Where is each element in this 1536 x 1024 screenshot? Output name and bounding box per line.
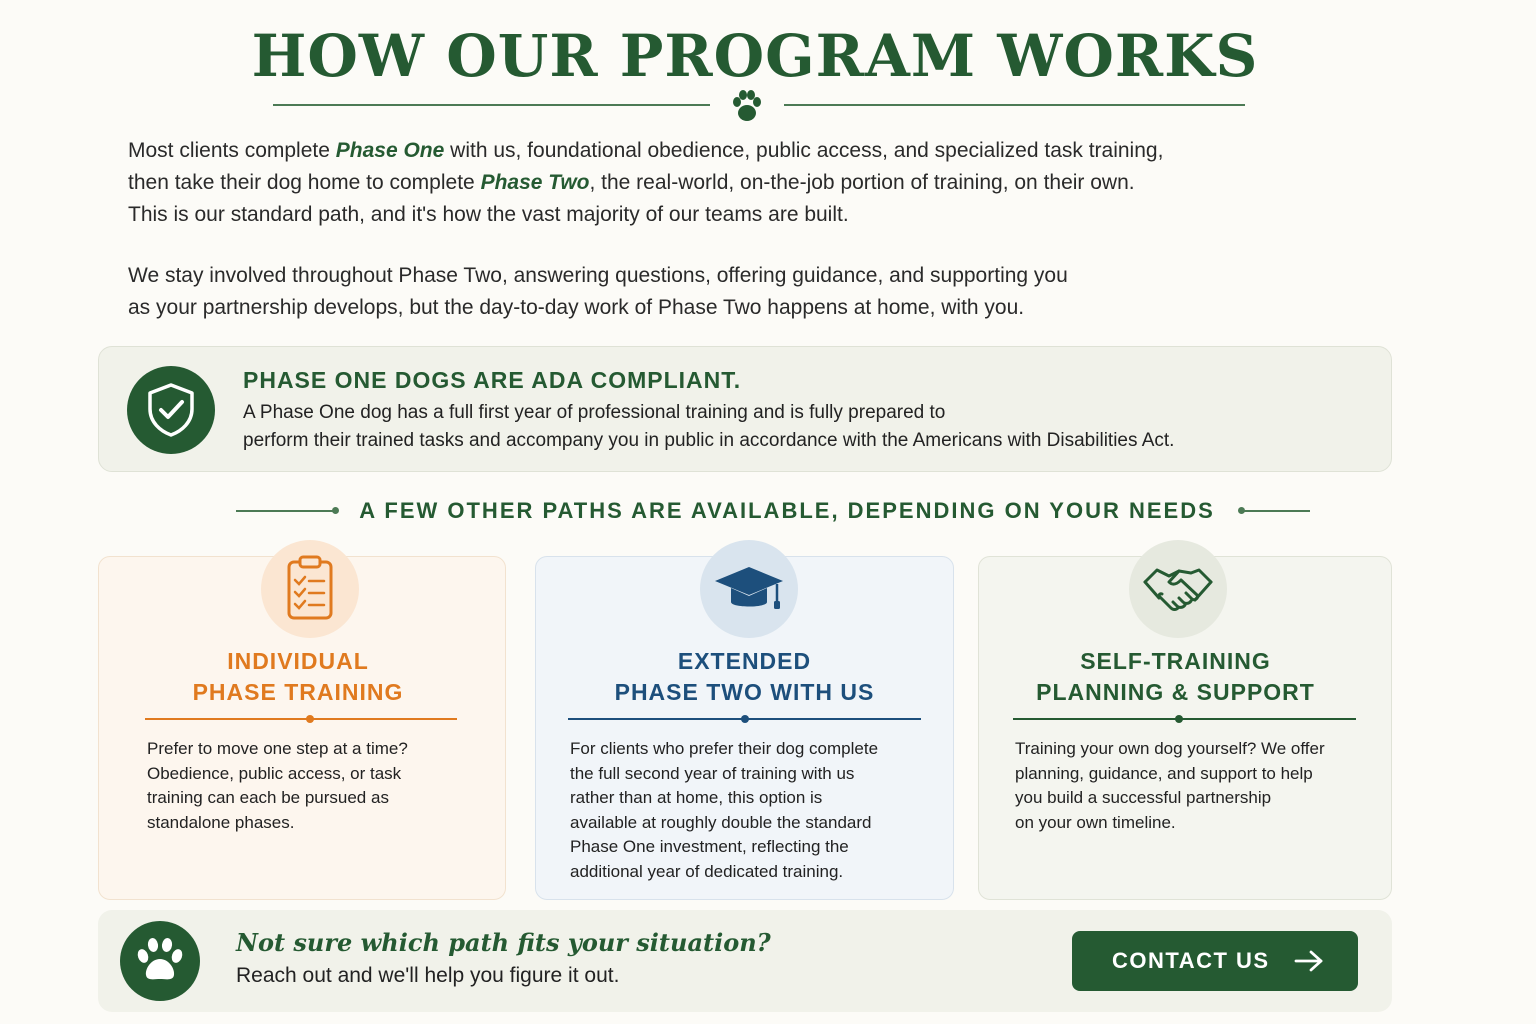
card-description (1015, 737, 1325, 835)
card-icon-badge (1129, 540, 1227, 638)
intro-line: as your partnership develops, but the day-to-day work of Phase Two happens at home, with you. (128, 296, 1025, 319)
intro-text: Most clients complete (128, 139, 336, 162)
card-divider (1013, 718, 1356, 720)
card-line: on your own timeline. (1015, 812, 1176, 832)
card-line: training can each be pursued as (147, 788, 389, 807)
card-description (570, 737, 878, 884)
ada-compliance-panel (98, 346, 1392, 472)
card-line: Training your own dog yourself? We offer (1015, 739, 1325, 758)
card-title (978, 646, 1373, 708)
intro-paragraph-1 (128, 135, 1163, 231)
phase-two-emphasis: Phase Two (480, 171, 590, 194)
card-line: available at roughly double the standard (570, 812, 872, 832)
ada-line: perform their trained tasks and accompany you in public in accordance with the Americans with Disabilities Act. (243, 430, 1175, 451)
ada-badge (127, 366, 215, 454)
paths-divider-right (1242, 510, 1310, 512)
intro-line (128, 167, 1163, 199)
arrow-right-icon (1294, 949, 1324, 973)
card-title (535, 646, 954, 708)
intro-line: We stay involved throughout Phase Two, answering questions, offering guidance, and supporting you (128, 264, 1068, 287)
intro-line (128, 135, 1163, 167)
graduation-cap-icon (700, 540, 798, 638)
contact-us-label: CONTACT US (1112, 948, 1270, 973)
clipboard-checklist-icon (261, 540, 359, 638)
paw-icon (134, 934, 186, 986)
card-line: standalone phases. (147, 812, 295, 832)
phase-one-emphasis: Phase One (335, 139, 445, 162)
intro-text: then take their dog home to complete (128, 171, 481, 194)
card-divider-dot (1175, 715, 1183, 723)
title-divider-right (784, 104, 1245, 106)
contact-banner (98, 910, 1392, 1012)
card-line: you build a successful partnership (1015, 788, 1272, 807)
card-line: the full second year of training with us (570, 763, 855, 783)
card-line: For clients who prefer their dog complete (570, 739, 879, 758)
card-line: rather than at home, this option is (570, 788, 823, 807)
card-line: Prefer to move one step at a time? (147, 739, 408, 758)
card-divider (145, 718, 457, 720)
card-title-line: EXTENDED (677, 648, 812, 674)
card-line: additional year of dedicated training. (570, 861, 844, 881)
card-icon-badge (700, 540, 798, 638)
intro-text: , the real-world, on-the-job portion of training, on their own. (589, 171, 1135, 194)
card-line: planning, guidance, and support to help (1015, 763, 1313, 783)
intro-text: with us, foundational obedience, public access, and specialized task training, (444, 139, 1164, 162)
card-title-line: PLANNING & SUPPORT (1036, 679, 1315, 705)
paw-icon (728, 88, 766, 124)
ada-line: A Phase One dog has a full first year of professional training and is fully prepared to (243, 402, 946, 423)
cta-subtext: Reach out and we'll help you figure it out. (236, 964, 620, 987)
shield-check-icon (145, 382, 197, 438)
intro-line: This is our standard path, and it's how the vast majority of our teams are built. (128, 203, 849, 226)
paths-heading: A FEW OTHER PATHS ARE AVAILABLE, DEPENDING ON YOUR NEEDS (359, 498, 1215, 523)
card-line: Obedience, public access, or task (147, 763, 402, 783)
card-title-line: INDIVIDUAL (227, 648, 369, 674)
card-description (147, 737, 408, 835)
card-divider-dot (306, 715, 314, 723)
card-line: Phase One investment, reflecting the (570, 837, 849, 856)
intro-paragraph-2 (128, 260, 1068, 324)
card-title-line: PHASE TWO WITH US (614, 679, 875, 705)
title-divider-left (273, 104, 710, 106)
ada-title: PHASE ONE DOGS ARE ADA COMPLIANT. (243, 367, 742, 393)
card-title (98, 646, 498, 708)
card-title-line: SELF-TRAINING (1080, 648, 1271, 674)
card-icon-badge (261, 540, 359, 638)
page-title: HOW OUR PROGRAM WORKS (251, 22, 1259, 90)
cta-badge (120, 921, 200, 1001)
cta-question: Not sure which path fits your situation? (236, 928, 771, 957)
contact-us-button[interactable] (1072, 931, 1358, 991)
handshake-icon (1129, 540, 1227, 638)
card-title-line: PHASE TRAINING (192, 679, 404, 705)
card-divider-dot (741, 715, 749, 723)
ada-description (243, 399, 1174, 455)
